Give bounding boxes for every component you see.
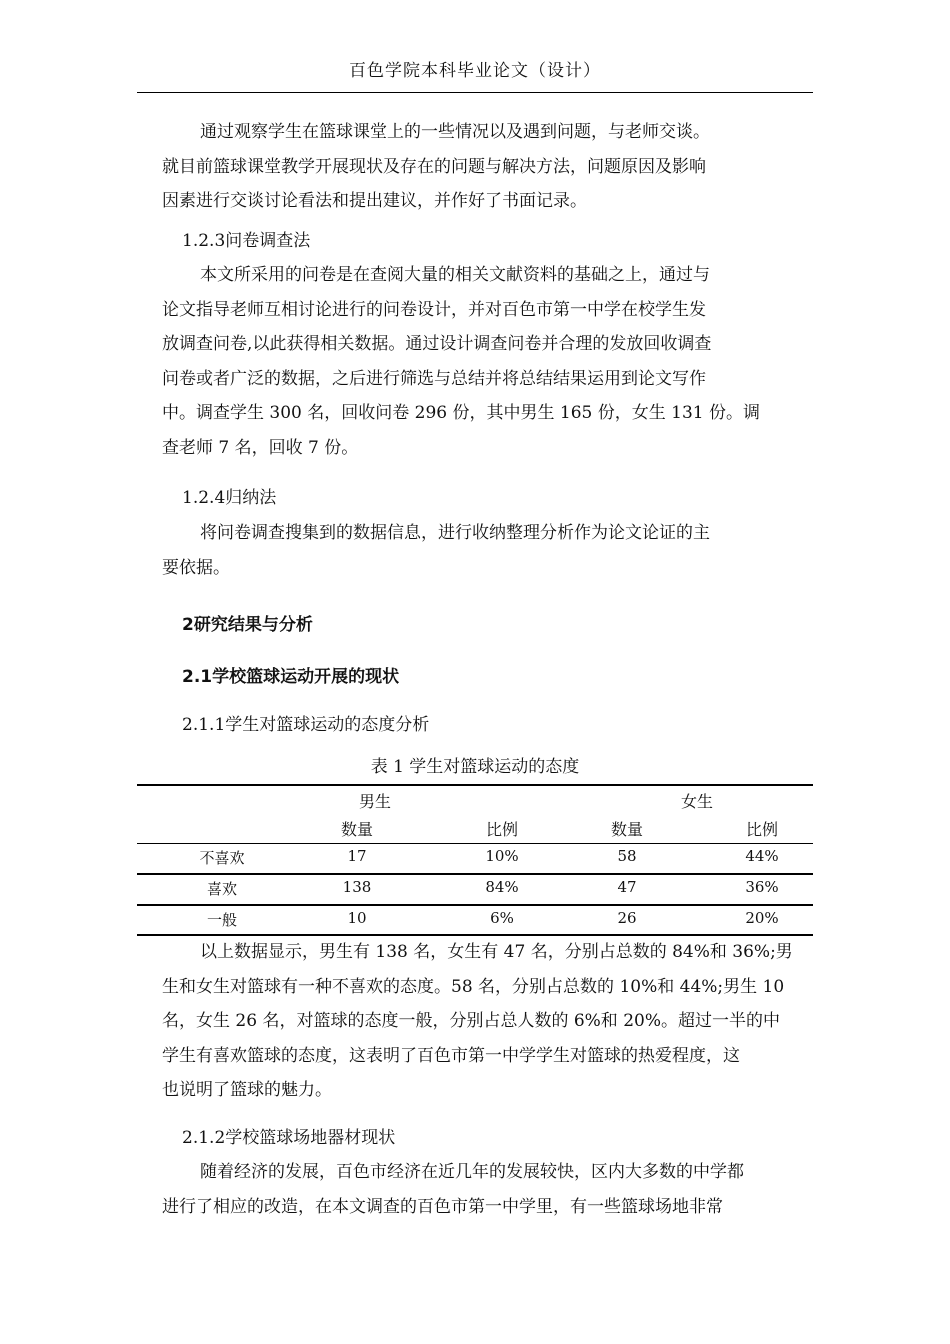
analysis-paragraph — [162, 935, 802, 1108]
paragraph-line: 因素进行交谈讨论看法和提出建议，并作好了书面记录。 — [162, 191, 587, 211]
table-top-rule — [137, 784, 813, 786]
col-header-male-count: 数量 — [340, 820, 373, 839]
paragraph-line: 放调查问卷,以此获得相关数据。通过设计调查问卷并合理的发放回收调查 — [162, 334, 712, 354]
table-cell: 36% — [745, 878, 779, 896]
group-header-female: 女生 — [680, 792, 713, 811]
questionnaire-paragraph — [162, 258, 802, 465]
running-header: 百色学院本科毕业论文（设计） — [349, 61, 601, 81]
section-2-1-heading: 2.1学校篮球运动开展的现状 — [182, 667, 400, 687]
row-label: 不喜欢 — [199, 849, 245, 867]
row-label: 一般 — [206, 911, 237, 929]
table-caption: 表 1 学生对篮球运动的态度 — [370, 757, 580, 777]
table-cell: 47 — [617, 878, 637, 896]
table-cell: 17 — [347, 847, 367, 865]
paragraph-line: 也说明了篮球的魅力。 — [162, 1080, 332, 1100]
row-rule — [137, 904, 813, 906]
paragraph-line: 论文指导老师互相讨论进行的问卷设计，并对百色市第一中学在校学生发 — [162, 299, 706, 320]
section-2-1-2-title: 2.1.2学校篮球场地器材现状 — [182, 1128, 396, 1148]
row-rule — [137, 873, 813, 875]
table-cell: 20% — [745, 909, 779, 927]
table-cell: 138 — [342, 878, 372, 896]
col-header-male-ratio: 比例 — [485, 820, 518, 839]
section-2-1-1-title: 2.1.1学生对篮球运动的态度分析 — [182, 715, 430, 735]
table-cell: 6% — [490, 909, 514, 927]
paragraph-line: 将问卷调查搜集到的数据信息，进行收纳整理分析作为论文论证的主 — [200, 523, 710, 543]
paragraph-line: 以上数据显示，男生有 138 名，女生有 47 名，分别占总数的 84%和 36%;男 — [200, 942, 793, 962]
paragraph-line: 要依据。 — [162, 557, 230, 578]
section-1-2-4-title: 1.2.4归纳法 — [182, 488, 277, 508]
header-bottom-rule — [137, 843, 813, 844]
paragraph-line: 名，女生 26 名，对篮球的态度一般，分别占总人数的 6%和 20%。超过一半的中 — [162, 1011, 781, 1031]
table-cell: 84% — [485, 878, 519, 896]
observation-paragraph — [162, 115, 802, 219]
section-1-2-3-title: 1.2.3问卷调查法 — [182, 231, 311, 251]
induction-paragraph — [162, 516, 802, 585]
facilities-paragraph — [162, 1155, 802, 1224]
col-header-female-ratio: 比例 — [745, 820, 778, 839]
paragraph-line: 查老师 7 名，回收 7 份。 — [162, 437, 359, 458]
section-2-heading: 2研究结果与分析 — [182, 615, 313, 635]
table-cell: 26 — [617, 909, 637, 927]
table-cell: 58 — [617, 847, 637, 865]
paragraph-line: 就目前篮球课堂教学开展现状及存在的问题与解决方法，问题原因及影响 — [162, 156, 706, 177]
paragraph-line: 生和女生对篮球有一种不喜欢的态度。58 名，分别占总数的 10%和 44%;男生 10 — [162, 976, 785, 997]
table-cell: 10% — [485, 847, 519, 865]
paragraph-line: 随着经济的发展，百色市经济在近几年的发展较快，区内大多数的中学都 — [200, 1162, 744, 1182]
col-header-female-count: 数量 — [610, 820, 643, 839]
row-label: 喜欢 — [206, 880, 237, 898]
header-rule — [137, 92, 813, 93]
paragraph-line: 通过观察学生在篮球课堂上的一些情况以及遇到问题，与老师交谈。 — [200, 122, 710, 142]
table-cell: 10 — [347, 909, 367, 927]
paragraph-line: 中。调查学生 300 名，回收问卷 296 份，其中男生 165 份，女生 131 份。调 — [162, 403, 761, 423]
table-cell: 44% — [745, 847, 779, 865]
paragraph-line: 进行了相应的改造，在本文调查的百色市第一中学里，有一些篮球场地非常 — [162, 1196, 723, 1217]
paragraph-line: 学生有喜欢篮球的态度，这表明了百色市第一中学学生对篮球的热爱程度，这 — [162, 1045, 740, 1066]
group-header-male: 男生 — [358, 792, 391, 811]
paragraph-line: 问卷或者广泛的数据，之后进行筛选与总结并将总结结果运用到论文写作 — [162, 368, 706, 389]
paragraph-line: 本文所采用的问卷是在查阅大量的相关文献资料的基础之上，通过与 — [200, 265, 710, 285]
